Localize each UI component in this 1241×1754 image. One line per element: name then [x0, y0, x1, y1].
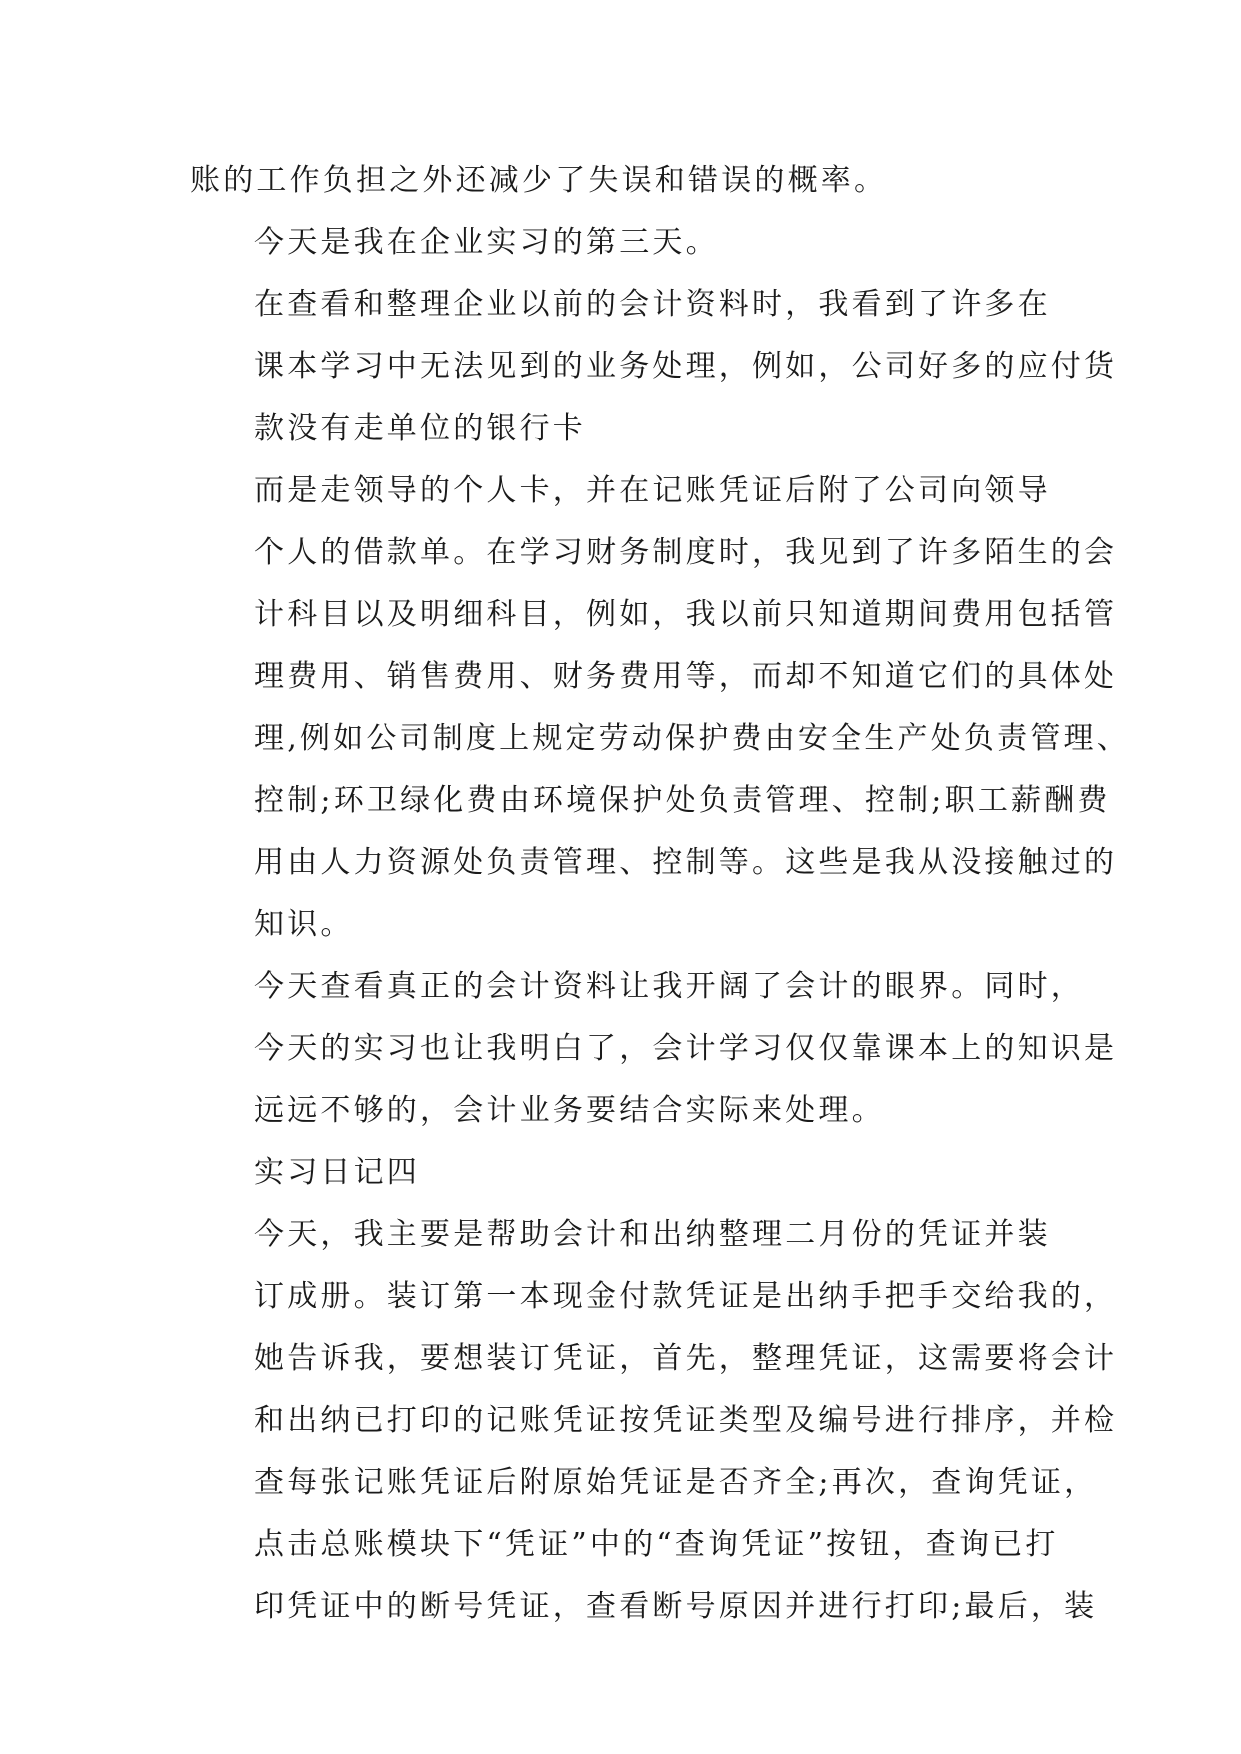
- text-line: 印凭证中的断号凭证，查看断号原因并进行打印;最后，装: [254, 1589, 1098, 1624]
- paragraph: [190, 274, 1118, 460]
- text-line: 点击总账模块下“凭证”中的“查询凭证”按钮，查询已打: [254, 1527, 1059, 1562]
- text-line: 而是走领导的个人卡，并在记账凭证后附了公司向领导: [254, 473, 1051, 508]
- text-line: 在查看和整理企业以前的会计资料时，我看到了许多在: [254, 287, 1051, 322]
- paragraph: [190, 1204, 1118, 1638]
- text-line: 远远不够的，会计业务要结合实际来处理。: [254, 1093, 885, 1128]
- text-line: 今天的实习也让我明白了，会计学习仅仅靠课本上的知识是: [254, 1031, 1118, 1066]
- text-line: 知识。: [254, 907, 354, 942]
- text-line: 今天，我主要是帮助会计和出纳整理二月份的凭证并装: [254, 1217, 1051, 1252]
- paragraph: [190, 956, 1118, 1142]
- text-line: 实习日记四: [254, 1155, 420, 1190]
- text-line: 课本学习中无法见到的业务处理，例如，公司好多的应付货: [254, 349, 1118, 384]
- text-line: 今天是我在企业实习的第三天。: [254, 225, 719, 260]
- text-line: 和出纳已打印的记账凭证按凭证类型及编号进行排序，并检: [254, 1403, 1118, 1438]
- paragraph: [190, 460, 1130, 956]
- text-line: 用由人力资源处负责管理、控制等。这些是我从没接触过的: [254, 845, 1118, 880]
- text-line: 计科目以及明细科目，例如，我以前只知道期间费用包括管: [254, 597, 1118, 632]
- section-heading: [190, 1142, 1050, 1204]
- text-line: 理,例如公司制度上规定劳动保护费由安全生产处负责管理、: [254, 721, 1130, 756]
- text-line: 账的工作负担之外还减少了失误和错误的概率。: [190, 163, 888, 198]
- paragraph: [190, 150, 1050, 212]
- text-line: 订成册。装订第一本现金付款凭证是出纳手把手交给我的，: [254, 1279, 1118, 1314]
- text-line: 控制;环卫绿化费由环境保护处负责管理、控制;职工薪酬费: [254, 783, 1111, 818]
- document-body: [190, 150, 1130, 1638]
- text-line: 理费用、销售费用、财务费用等，而却不知道它们的具体处: [254, 659, 1118, 694]
- text-line: 款没有走单位的银行卡: [254, 411, 586, 446]
- text-line: 她告诉我，要想装订凭证，首先，整理凭证，这需要将会计: [254, 1341, 1118, 1376]
- text-line: 查每张记账凭证后附原始凭证是否齐全;再次，查询凭证，: [254, 1465, 1098, 1500]
- text-line: 个人的借款单。在学习财务制度时，我见到了许多陌生的会: [254, 535, 1118, 570]
- text-line: 今天查看真正的会计资料让我开阔了会计的眼界。同时，: [254, 969, 1084, 1004]
- paragraph: [190, 212, 1050, 274]
